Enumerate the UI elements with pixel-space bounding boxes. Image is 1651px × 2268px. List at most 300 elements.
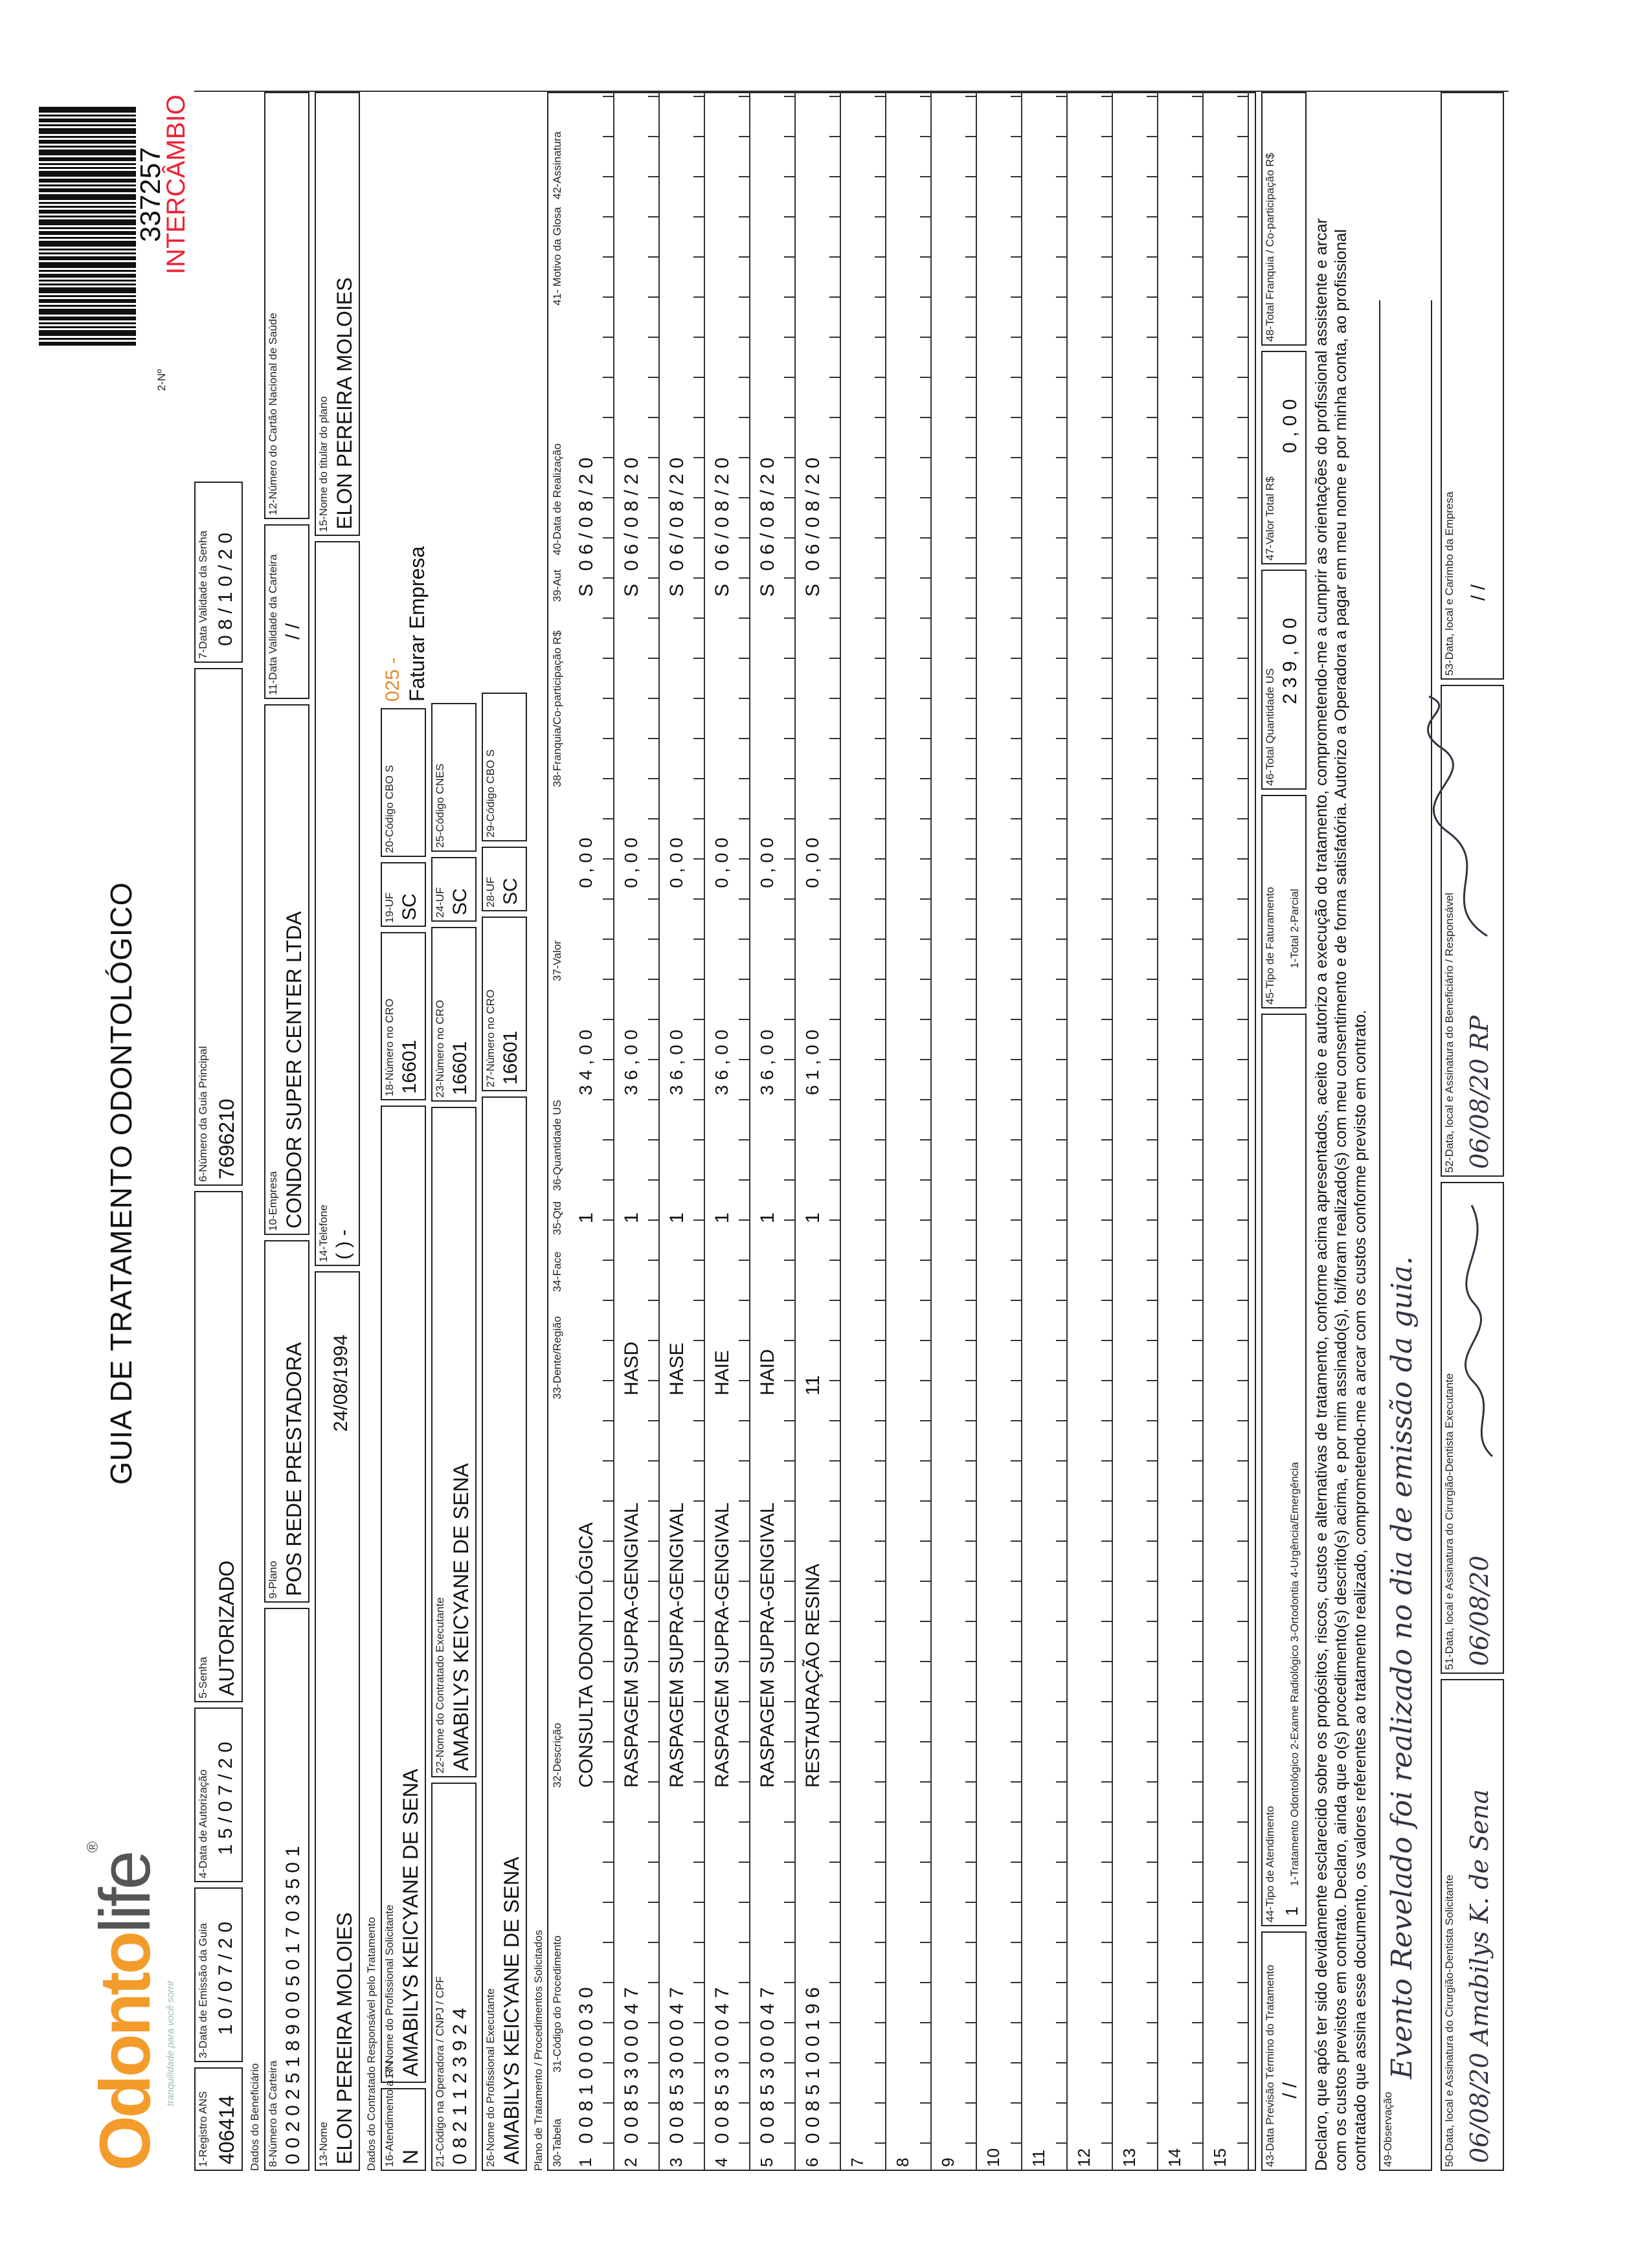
field-tick — [1237, 457, 1248, 458]
field-tick — [1101, 296, 1112, 298]
field-atendimento-rn[interactable]: 16-Atendimento a RN N — [381, 2088, 426, 2171]
field-tick — [1011, 216, 1021, 217]
field-carteira[interactable]: 8-Número da Carteira 0 0 2 0 2 5 1 8 9 0 0 5 0 1 7 0 3 5 0 1 — [264, 1608, 309, 2171]
field-tick — [829, 256, 840, 258]
field-tick — [1056, 2142, 1066, 2144]
field-tick — [739, 1982, 749, 1983]
field-tick — [829, 457, 840, 458]
field-tick — [875, 898, 885, 900]
field-cro-solicitante[interactable]: 18-Número no CRO 16601 — [381, 932, 426, 1100]
field-tick — [829, 1219, 840, 1221]
table-row[interactable] — [749, 91, 796, 2170]
table-row[interactable] — [930, 91, 977, 2170]
field-data-autorizacao[interactable]: 4-Data de Autorização 1 5 / 0 7 / 2 0 — [194, 1707, 243, 1882]
field-tick — [1056, 96, 1066, 97]
field-cbo-executante[interactable]: 29-Código CBO S — [482, 693, 527, 841]
field-tick — [1192, 497, 1202, 498]
table-row[interactable] — [568, 91, 614, 2170]
field-tick — [1147, 898, 1157, 900]
field-tick — [784, 2022, 794, 2023]
field-tick — [1147, 1942, 1157, 1943]
field-tick — [648, 1741, 658, 1742]
field-tick — [648, 2022, 658, 2023]
field-tick — [829, 1942, 840, 1943]
field-tick — [1056, 1902, 1066, 1903]
table-row[interactable] — [658, 91, 705, 2170]
field-tick — [875, 1099, 885, 1100]
field-tick — [1147, 939, 1157, 940]
field-tick — [784, 979, 794, 980]
row-valor: 0 , 0 0 — [802, 838, 822, 888]
field-tick — [920, 1099, 930, 1100]
field-tick — [603, 1139, 613, 1140]
field-tick — [784, 778, 794, 779]
field-tick — [693, 818, 704, 819]
field-tick — [693, 1621, 704, 1622]
col-qtd: 35-Qtd — [551, 1201, 563, 1235]
field-tick — [784, 337, 794, 338]
row-description: RESTAURAÇÃO RESINA — [802, 1563, 824, 1788]
table-row[interactable] — [1202, 91, 1249, 2170]
field-tick — [603, 1781, 613, 1783]
field-tick — [965, 1179, 976, 1181]
field-uf-prof-executante[interactable]: 28-UF SC — [482, 847, 527, 911]
field-tick — [829, 1821, 840, 1823]
field-tick — [1237, 1380, 1248, 1381]
field-tick — [603, 2022, 613, 2023]
field-tick — [920, 1260, 930, 1261]
row-aut: S — [576, 583, 597, 597]
field-tick — [1101, 1420, 1112, 1421]
field-tick — [784, 1500, 794, 1502]
field-tick — [648, 1781, 658, 1783]
field-assinatura-beneficiario[interactable]: 52-Data, local e Assinatura do Beneficiário / Responsável 06/08/20 RP — [1441, 685, 1504, 1177]
field-tick — [1101, 818, 1112, 819]
table-row[interactable] — [1066, 91, 1113, 2170]
field-tick — [648, 176, 658, 177]
table-row[interactable] — [1112, 91, 1158, 2170]
row-data: 0 6 / 0 8 / 2 0 — [576, 457, 597, 571]
field-cro-executante[interactable]: 23-Número no CRO 16601 — [431, 927, 477, 1102]
field-tick — [1237, 1701, 1248, 1702]
field-tick — [739, 617, 749, 619]
field-tick — [875, 698, 885, 699]
field-tick — [965, 377, 976, 378]
field-tick — [1011, 778, 1021, 779]
field-senha[interactable]: 5-Senha AUTORIZADO — [194, 1191, 243, 1702]
field-observacao[interactable]: 49-Observação Evento Revelado foi realizado no dia de emissão da guia. — [1379, 300, 1432, 2171]
field-tick — [648, 1260, 658, 1261]
field-tick — [875, 1460, 885, 1462]
field-tick — [693, 2022, 704, 2023]
field-tick — [920, 698, 930, 699]
table-row[interactable] — [1021, 91, 1068, 2170]
field-tick — [1011, 537, 1021, 539]
field-tick — [1056, 1099, 1066, 1100]
field-tipo-atendimento[interactable]: 44-Tipo de Atendimento 1 1-Tratamento Odontológico 2-Exame Radiológico 3-Ortodontia 4-Urgência/Emergência — [1261, 1014, 1307, 1926]
field-tick — [1237, 1260, 1248, 1261]
field-data-emissao[interactable]: 3-Data de Emissão da Guia 1 0 / 0 7 / 2 0 — [194, 1887, 243, 2062]
field-tick — [1101, 1260, 1112, 1261]
field-contratado-executante[interactable]: 22-Nome do Contratado Executante AMABILYS KEICYANE DE SENA — [431, 1107, 477, 1777]
field-tick — [1192, 1019, 1202, 1020]
field-tick — [1192, 1340, 1202, 1341]
table-row[interactable] — [840, 91, 886, 2170]
field-uf-solicitante[interactable]: 19-UF SC — [381, 862, 426, 927]
field-tick — [1011, 96, 1021, 97]
field-tick — [1192, 1821, 1202, 1823]
field-tick — [1011, 1300, 1021, 1301]
field-tick — [648, 2102, 658, 2104]
field-tick — [739, 256, 749, 258]
field-tick — [1192, 1300, 1202, 1301]
row-number: 5 — [757, 2157, 776, 2167]
field-tick — [739, 818, 749, 819]
field-tick — [1237, 1781, 1248, 1783]
field-tick — [693, 738, 704, 739]
field-tick — [965, 1942, 976, 1943]
field-tick — [920, 1540, 930, 1542]
field-tick — [1192, 457, 1202, 458]
field-tick — [1056, 1982, 1066, 1983]
observacao-handwritten: Evento Revelado foi realizado no dia de emissão da guia. — [1386, 1256, 1419, 2079]
field-tick — [1056, 858, 1066, 860]
field-tick — [920, 1179, 930, 1181]
field-tick — [1192, 1781, 1202, 1783]
field-tick — [603, 1661, 613, 1662]
field-tick — [693, 1781, 704, 1783]
field-tick — [829, 979, 840, 980]
field-tick — [965, 256, 976, 258]
field-tick — [1147, 1340, 1157, 1341]
logo-brand-b: life — [85, 1852, 165, 1934]
field-tick — [739, 577, 749, 579]
field-tick — [1147, 537, 1157, 539]
field-carimbo-empresa[interactable]: 53-Data, local e Carimbo da Empresa / / — [1441, 92, 1504, 680]
field-tick — [1237, 1902, 1248, 1903]
field-tick — [920, 377, 930, 378]
field-tick — [965, 1621, 976, 1622]
field-tick — [603, 1460, 613, 1462]
field-tick — [739, 1942, 749, 1943]
field-tick — [739, 1862, 749, 1863]
field-tick — [920, 337, 930, 338]
field-empresa[interactable]: 10-Empresa CONDOR SUPER CENTER LTDA — [264, 704, 309, 1235]
field-tick — [1101, 1701, 1112, 1702]
field-tick — [603, 337, 613, 338]
field-tick — [603, 1260, 613, 1261]
field-tick — [965, 1460, 976, 1462]
section-contratado: Dados do Contratado Responsável pelo Tratamento — [365, 1917, 377, 2171]
data-nascimento: 24/08/1994 — [330, 1334, 352, 1432]
field-tick — [1011, 617, 1021, 619]
field-tick — [829, 898, 840, 900]
field-tick — [1101, 256, 1112, 258]
field-tick — [739, 2142, 749, 2144]
row-aut: S — [757, 583, 778, 597]
field-tick — [693, 1460, 704, 1462]
field-tick — [965, 577, 976, 579]
field-tick — [1147, 1781, 1157, 1783]
field-tick — [603, 1059, 613, 1060]
field-tick — [1011, 1701, 1021, 1702]
field-tick — [920, 1621, 930, 1622]
table-row[interactable] — [794, 91, 841, 2170]
field-tick — [1011, 1420, 1021, 1421]
field-uf-executante[interactable]: 24-UF SC — [431, 857, 477, 922]
field-tick — [739, 1540, 749, 1542]
field-tick — [829, 1139, 840, 1140]
field-tick — [1192, 1179, 1202, 1181]
field-tick — [920, 1781, 930, 1783]
field-tick — [1147, 2062, 1157, 2063]
field-tick — [875, 296, 885, 298]
field-tick — [739, 1661, 749, 1662]
field-tick — [1056, 1862, 1066, 1863]
odontolife-logo — [84, 1844, 166, 2171]
field-tick — [829, 1982, 840, 1983]
field-tick — [965, 1300, 976, 1301]
field-tick — [739, 1340, 749, 1341]
row-dente: HAIE — [712, 1350, 733, 1395]
field-tick — [1147, 1380, 1157, 1381]
field-tick — [603, 497, 613, 498]
field-tick — [829, 1260, 840, 1261]
field-tick — [1237, 1420, 1248, 1421]
field-tick — [1011, 1219, 1021, 1221]
table-row[interactable] — [885, 91, 932, 2170]
field-tick — [875, 337, 885, 338]
field-tick — [603, 2142, 613, 2144]
field-tick — [739, 1380, 749, 1381]
field-tick — [693, 1942, 704, 1943]
field-tick — [1056, 1460, 1066, 1462]
row-aut: S — [621, 583, 642, 597]
field-tick — [1101, 898, 1112, 900]
field-tick — [648, 537, 658, 539]
field-tick — [965, 818, 976, 819]
field-tick — [1101, 1099, 1112, 1100]
field-valor-total[interactable]: 47-Valor Total R$ 0 , 0 0 — [1261, 351, 1307, 564]
col-face: 34-Face — [551, 1251, 563, 1292]
field-tick — [1056, 778, 1066, 779]
field-telefone[interactable]: 14-Telefone ( ) - — [315, 541, 360, 1266]
row-dente: HASE — [666, 1342, 688, 1395]
field-validade-carteira[interactable]: 11-Data Validade da Carteira / / — [264, 524, 309, 699]
field-tick — [1056, 377, 1066, 378]
field-tick — [784, 1300, 794, 1301]
field-tick — [965, 1902, 976, 1903]
field-profissional-solicitante[interactable]: 17-Nome do Profissional Solicitante AMABILYS KEICYANE DE SENA — [381, 1106, 426, 2083]
field-tick — [648, 136, 658, 137]
field-tick — [739, 1219, 749, 1221]
field-tick — [693, 778, 704, 779]
field-tick — [693, 537, 704, 539]
field-tick — [1056, 1821, 1066, 1823]
field-tick — [1011, 136, 1021, 137]
field-tick — [965, 939, 976, 940]
field-tick — [875, 537, 885, 539]
field-tick — [784, 377, 794, 378]
field-tick — [1056, 296, 1066, 298]
field-tick — [739, 216, 749, 217]
field-tick — [603, 658, 613, 659]
field-tick — [1147, 1059, 1157, 1060]
field-tick — [1192, 1902, 1202, 1903]
table-row[interactable] — [613, 91, 660, 2170]
field-guia-principal[interactable]: 6-Número da Guia Principal 7696210 — [194, 668, 243, 1186]
field-tick — [920, 1300, 930, 1301]
field-tick — [965, 537, 976, 539]
field-plano[interactable]: 9-Plano POS REDE PRESTADORA — [264, 1240, 309, 1603]
field-tick — [603, 1420, 613, 1421]
field-tick — [1011, 1380, 1021, 1381]
field-tick — [693, 1581, 704, 1582]
field-cnes[interactable]: 25-Código CNES — [431, 703, 477, 852]
field-tick — [1011, 818, 1021, 819]
row-data: 0 6 / 0 8 / 2 0 — [621, 457, 642, 571]
field-tick — [648, 738, 658, 739]
field-tick — [1147, 1902, 1157, 1903]
field-tick — [829, 176, 840, 177]
field-tick — [648, 256, 658, 258]
field-tick — [784, 457, 794, 458]
field-profissional-executante[interactable]: 26-Nome do Profissional Executante AMABILYS KEICYANE DE SENA — [482, 1096, 527, 2171]
field-tick — [603, 1741, 613, 1742]
field-tick — [920, 577, 930, 579]
field-tick — [875, 1179, 885, 1181]
table-row[interactable] — [704, 91, 750, 2170]
field-tick — [1011, 738, 1021, 739]
field-tick — [875, 2102, 885, 2104]
field-tick — [875, 2022, 885, 2023]
field-tick — [648, 1821, 658, 1823]
field-tick — [784, 1139, 794, 1140]
field-tick — [784, 1380, 794, 1381]
field-tick — [1101, 1500, 1112, 1502]
field-tick — [875, 617, 885, 619]
field-cbo-solicitante[interactable]: 20-Código CBO S — [381, 708, 426, 857]
field-tick — [1056, 738, 1066, 739]
field-tick — [965, 617, 976, 619]
field-tick — [648, 96, 658, 97]
row-number: 4 — [712, 2157, 731, 2167]
field-tick — [693, 1661, 704, 1662]
field-tick — [784, 1581, 794, 1582]
field-tick — [739, 1139, 749, 1140]
field-tick — [829, 778, 840, 779]
field-tick — [1192, 537, 1202, 539]
row-qtd: 1 — [757, 1212, 778, 1223]
field-tick — [829, 1340, 840, 1341]
field-tick — [829, 1460, 840, 1462]
field-total-franquia[interactable]: 48-Total Franquia / Co-participação R$ — [1261, 92, 1307, 346]
field-tick — [1101, 1942, 1112, 1943]
table-row[interactable] — [976, 91, 1022, 2170]
field-tick — [784, 818, 794, 819]
field-tick — [648, 1500, 658, 1502]
row-number: 9 — [938, 2157, 958, 2167]
field-tick — [965, 417, 976, 418]
field-nome[interactable]: 13-Nome ELON PEREIRA MOLOIES 24/08/1994 — [315, 1271, 360, 2171]
field-tick — [1056, 1540, 1066, 1542]
field-tick — [603, 1300, 613, 1301]
field-total-us[interactable]: 46-Total Quantidade US 2 3 9 , 0 0 — [1261, 570, 1307, 790]
signature-beneficiario — [1422, 690, 1500, 942]
declaration-text: Declaro, que após ter sido devidamente esclarecido sobre os propósitos, riscos, custos e alternativas de tratamento, conforme acima apresentados, aceito e autorizo a execução do tratamento, comprometendo-me a cumprir as orientações do profissional assistente e arcar com os custos previstos em contrato. Declaro, ainda que o(s) procedimento(s) descrito(s) acima, e por mim assinado(s), foi/foram realizado(s) com meu consentimento e de forma satisfatória. Autorizo a Operadora a pagar em meu nome e por minha conta, ao profissional contratado que assina esse documento, os valores referentes ao tratamento realizado, comprometendo-me a arcar com os custos conforme previsto em contrato. — [1312, 218, 1369, 2171]
row-description: RASPAGEM SUPRA-GENGIVAL — [712, 1502, 733, 1788]
field-assinatura-executante[interactable]: 51-Data, local e Assinatura do Cirurgião-Dentista Executante 06/08/20 — [1441, 1182, 1504, 1674]
field-tick — [1101, 1059, 1112, 1060]
field-tick — [1147, 1139, 1157, 1140]
field-tick — [739, 377, 749, 378]
field-tick — [739, 457, 749, 458]
field-registro-ans[interactable]: 1-Registro ANS 406414 — [194, 2067, 243, 2171]
field-tick — [1056, 417, 1066, 418]
field-tick — [648, 658, 658, 659]
field-cartao-nacional[interactable]: 12-Número do Cartão Nacional de Saúde — [264, 92, 309, 519]
field-tick — [1192, 1540, 1202, 1542]
field-tick — [739, 96, 749, 97]
field-tick — [965, 1099, 976, 1100]
field-tick — [784, 738, 794, 739]
field-tick — [784, 1741, 794, 1742]
field-titular[interactable]: 15-Nome do titular do plano ELON PEREIRA MOLOIES — [315, 92, 360, 536]
field-tick — [1237, 96, 1248, 97]
field-codigo-operadora[interactable]: 21-Código na Operadora / CNPJ / CPF 0 8 2 1 1 2 3 9 2 4 — [431, 1783, 477, 2171]
field-tick — [1237, 2142, 1248, 2144]
field-tick — [603, 1099, 613, 1100]
field-tick — [1237, 1942, 1248, 1943]
field-tipo-faturamento[interactable]: 45-Tipo de Faturamento 1-Total 2-Parcial — [1261, 795, 1307, 1008]
field-tick — [1011, 698, 1021, 699]
field-tick — [920, 417, 930, 418]
field-tick — [784, 1219, 794, 1221]
field-tick — [875, 1741, 885, 1742]
col-franquia: 38-Franquia/Co-participação R$ — [551, 630, 563, 787]
field-tick — [1056, 1701, 1066, 1702]
field-tick — [648, 2142, 658, 2144]
field-tick — [829, 337, 840, 338]
field-tick — [1147, 858, 1157, 860]
row-data: 0 6 / 0 8 / 2 0 — [802, 457, 824, 571]
field-tick — [693, 617, 704, 619]
field-tick — [1056, 176, 1066, 177]
field-tick — [1237, 738, 1248, 739]
field-tick — [875, 658, 885, 659]
field-tick — [875, 1219, 885, 1221]
field-tick — [739, 939, 749, 940]
field-tick — [920, 1139, 930, 1140]
table-row[interactable] — [1157, 91, 1204, 2170]
field-tick — [1011, 2142, 1021, 2144]
field-tick — [603, 2102, 613, 2104]
field-tick — [784, 537, 794, 539]
field-cro-prof-executante[interactable]: 27-Número no CRO 16601 — [482, 917, 527, 1091]
field-tick — [1056, 2062, 1066, 2063]
field-tick — [603, 1821, 613, 1823]
field-tick — [1101, 1380, 1112, 1381]
field-tick — [1101, 2062, 1112, 2063]
field-tick — [1147, 818, 1157, 819]
field-previsao-termino[interactable]: 43-Data Previsão Término do Tratamento / / — [1261, 1931, 1307, 2171]
field-assinatura-solicitante[interactable]: 50-Data, local e Assinatura do Cirurgião-Dentista Solicitante 06/08/20 Amabilys K. de Sena — [1441, 1679, 1504, 2171]
field-tick — [1147, 1741, 1157, 1742]
field-tick — [1237, 377, 1248, 378]
field-tick — [1011, 1982, 1021, 1983]
field-tick — [920, 979, 930, 980]
field-validade-senha[interactable]: 7-Data Validade da Senha 0 8 / 1 0 / 2 0 — [194, 482, 243, 663]
